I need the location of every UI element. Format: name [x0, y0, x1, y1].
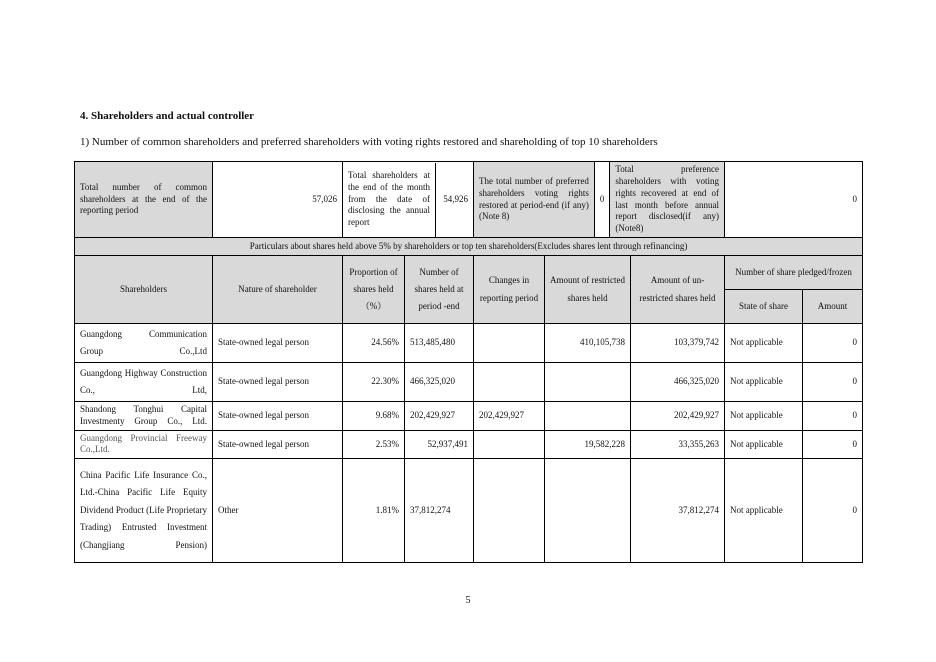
- shareholders-table: [74, 161, 863, 563]
- shareholder-amount: 0: [803, 324, 863, 363]
- col-shares-held: Number of shares held at period -end: [405, 256, 474, 324]
- shareholder-unrestricted: 103,379,742: [631, 324, 725, 363]
- shareholder-unrestricted: 37,812,274: [631, 459, 725, 563]
- summary-split: [218, 194, 337, 206]
- disclosure-split: [343, 163, 473, 237]
- total-common-value: [213, 162, 343, 238]
- shareholder-changes: 202,429,927: [474, 402, 545, 430]
- shareholder-unrestricted: 466,325,020: [631, 363, 725, 402]
- shareholder-proportion: 24.56%: [343, 324, 405, 363]
- shareholder-restricted: [545, 363, 631, 402]
- shareholder-proportion: 2.53%: [343, 430, 405, 458]
- total-disclosure-value: 54,926: [443, 193, 468, 204]
- table-row: [75, 430, 863, 458]
- col-pledged-group: Number of share pledged/frozen: [725, 256, 863, 290]
- shareholder-restricted: [545, 402, 631, 430]
- shareholder-state: Not applicable: [725, 363, 803, 402]
- preference-recovered-label: Total preference shareholders with voting rights recovered at end of last month before annual report disclosed(if any)(Note8): [610, 162, 724, 236]
- shareholder-shares: 513,485,480: [405, 324, 474, 363]
- shareholder-state: Not applicable: [725, 459, 803, 563]
- col-nature: Nature of shareholder: [213, 256, 343, 324]
- shareholder-amount: 0: [803, 459, 863, 563]
- particulars-row: [75, 238, 863, 256]
- table-row: [75, 459, 863, 563]
- total-disclosure-label: Total shareholders at the end of the month from the date of disclosing the annual report: [343, 163, 436, 237]
- shareholder-nature: State-owned legal person: [213, 402, 343, 430]
- shareholder-amount: 0: [803, 430, 863, 458]
- shareholder-name: Shandong Tonghui Capital Investmenty Group Co., Ltd.: [75, 402, 213, 430]
- summary-row: [75, 162, 863, 238]
- shareholder-changes: [474, 430, 545, 458]
- shareholder-nature: Other: [213, 459, 343, 563]
- preferred-restored-value: 0: [594, 162, 610, 236]
- shareholder-changes: [474, 459, 545, 563]
- preferred-split: [474, 162, 724, 236]
- col-shareholders: Shareholders: [75, 256, 213, 324]
- header-row-1: [75, 256, 863, 290]
- shareholder-restricted: 410,105,738: [545, 324, 631, 363]
- shareholder-proportion: 22.30%: [343, 363, 405, 402]
- table-row: [75, 402, 863, 430]
- shareholder-shares: 37,812,274: [405, 459, 474, 563]
- total-common-number: 57,026: [312, 193, 337, 204]
- shareholder-shares: 466,325,020: [405, 363, 474, 402]
- shareholder-amount: 0: [803, 363, 863, 402]
- col-state: State of share: [725, 290, 803, 324]
- table-row: [75, 324, 863, 363]
- shareholder-name: China Pacific Life Insurance Co., Ltd.-China Pacific Life Equity Dividend Product (Life Proprietary Trading) Entrusted Investment (Changjiang Pension): [75, 459, 213, 563]
- col-restricted: Amount of restricted shares held: [545, 256, 631, 324]
- section-subheading: 1) Number of common shareholders and preferred shareholders with voting rights restored and shareholding of top 10 shareholders: [80, 136, 658, 148]
- shareholder-name: Guangdong Highway Construction Co., Ltd,: [75, 363, 213, 402]
- shareholder-proportion: 9.68%: [343, 402, 405, 430]
- preference-recovered-value: 0: [725, 162, 863, 238]
- shareholder-changes: [474, 363, 545, 402]
- shareholder-nature: State-owned legal person: [213, 363, 343, 402]
- shareholder-shares: 202,429,927: [405, 402, 474, 430]
- page-number: 5: [465, 595, 471, 606]
- shareholder-nature: State-owned legal person: [213, 430, 343, 458]
- shareholder-amount: 0: [803, 402, 863, 430]
- table-row: [75, 363, 863, 402]
- shareholder-state: Not applicable: [725, 402, 803, 430]
- shareholder-name: Guangdong Provincial Freeway Co.,Ltd.: [75, 430, 213, 458]
- section-heading: 4. Shareholders and actual controller: [80, 110, 255, 122]
- shareholder-changes: [474, 324, 545, 363]
- shareholder-unrestricted: 33,355,263: [631, 430, 725, 458]
- shareholder-state: Not applicable: [725, 430, 803, 458]
- shareholder-restricted: 19,582,228: [545, 430, 631, 458]
- shareholder-restricted: [545, 459, 631, 563]
- col-unrestricted: Amount of un-restricted shares held: [631, 256, 725, 324]
- total-common-label: Total number of common shareholders at the end of the reporting period: [75, 162, 213, 238]
- particulars-title: Particulars about shares held above 5% by shareholders or top ten shareholders(Excludes shares lent through refinancing): [75, 238, 863, 256]
- shareholder-unrestricted: 202,429,927: [631, 402, 725, 430]
- shareholder-nature: State-owned legal person: [213, 324, 343, 363]
- disclosure-cell: [343, 162, 474, 238]
- preferred-cell: [474, 162, 725, 238]
- preferred-restored-label: The total number of preferred shareholders voting rights restored at period-end (if any)(Note 8): [474, 162, 594, 236]
- shareholder-name: Guangdong Communication Group Co.,Ltd: [75, 324, 213, 363]
- shareholder-state: Not applicable: [725, 324, 803, 363]
- shareholder-shares: 52,937,491: [405, 430, 474, 458]
- col-amount: Amount: [803, 290, 863, 324]
- shareholder-proportion: 1.81%: [343, 459, 405, 563]
- col-changes: Changes in reporting period: [474, 256, 545, 324]
- col-proportion: Proportion of shares held（%）: [343, 256, 405, 324]
